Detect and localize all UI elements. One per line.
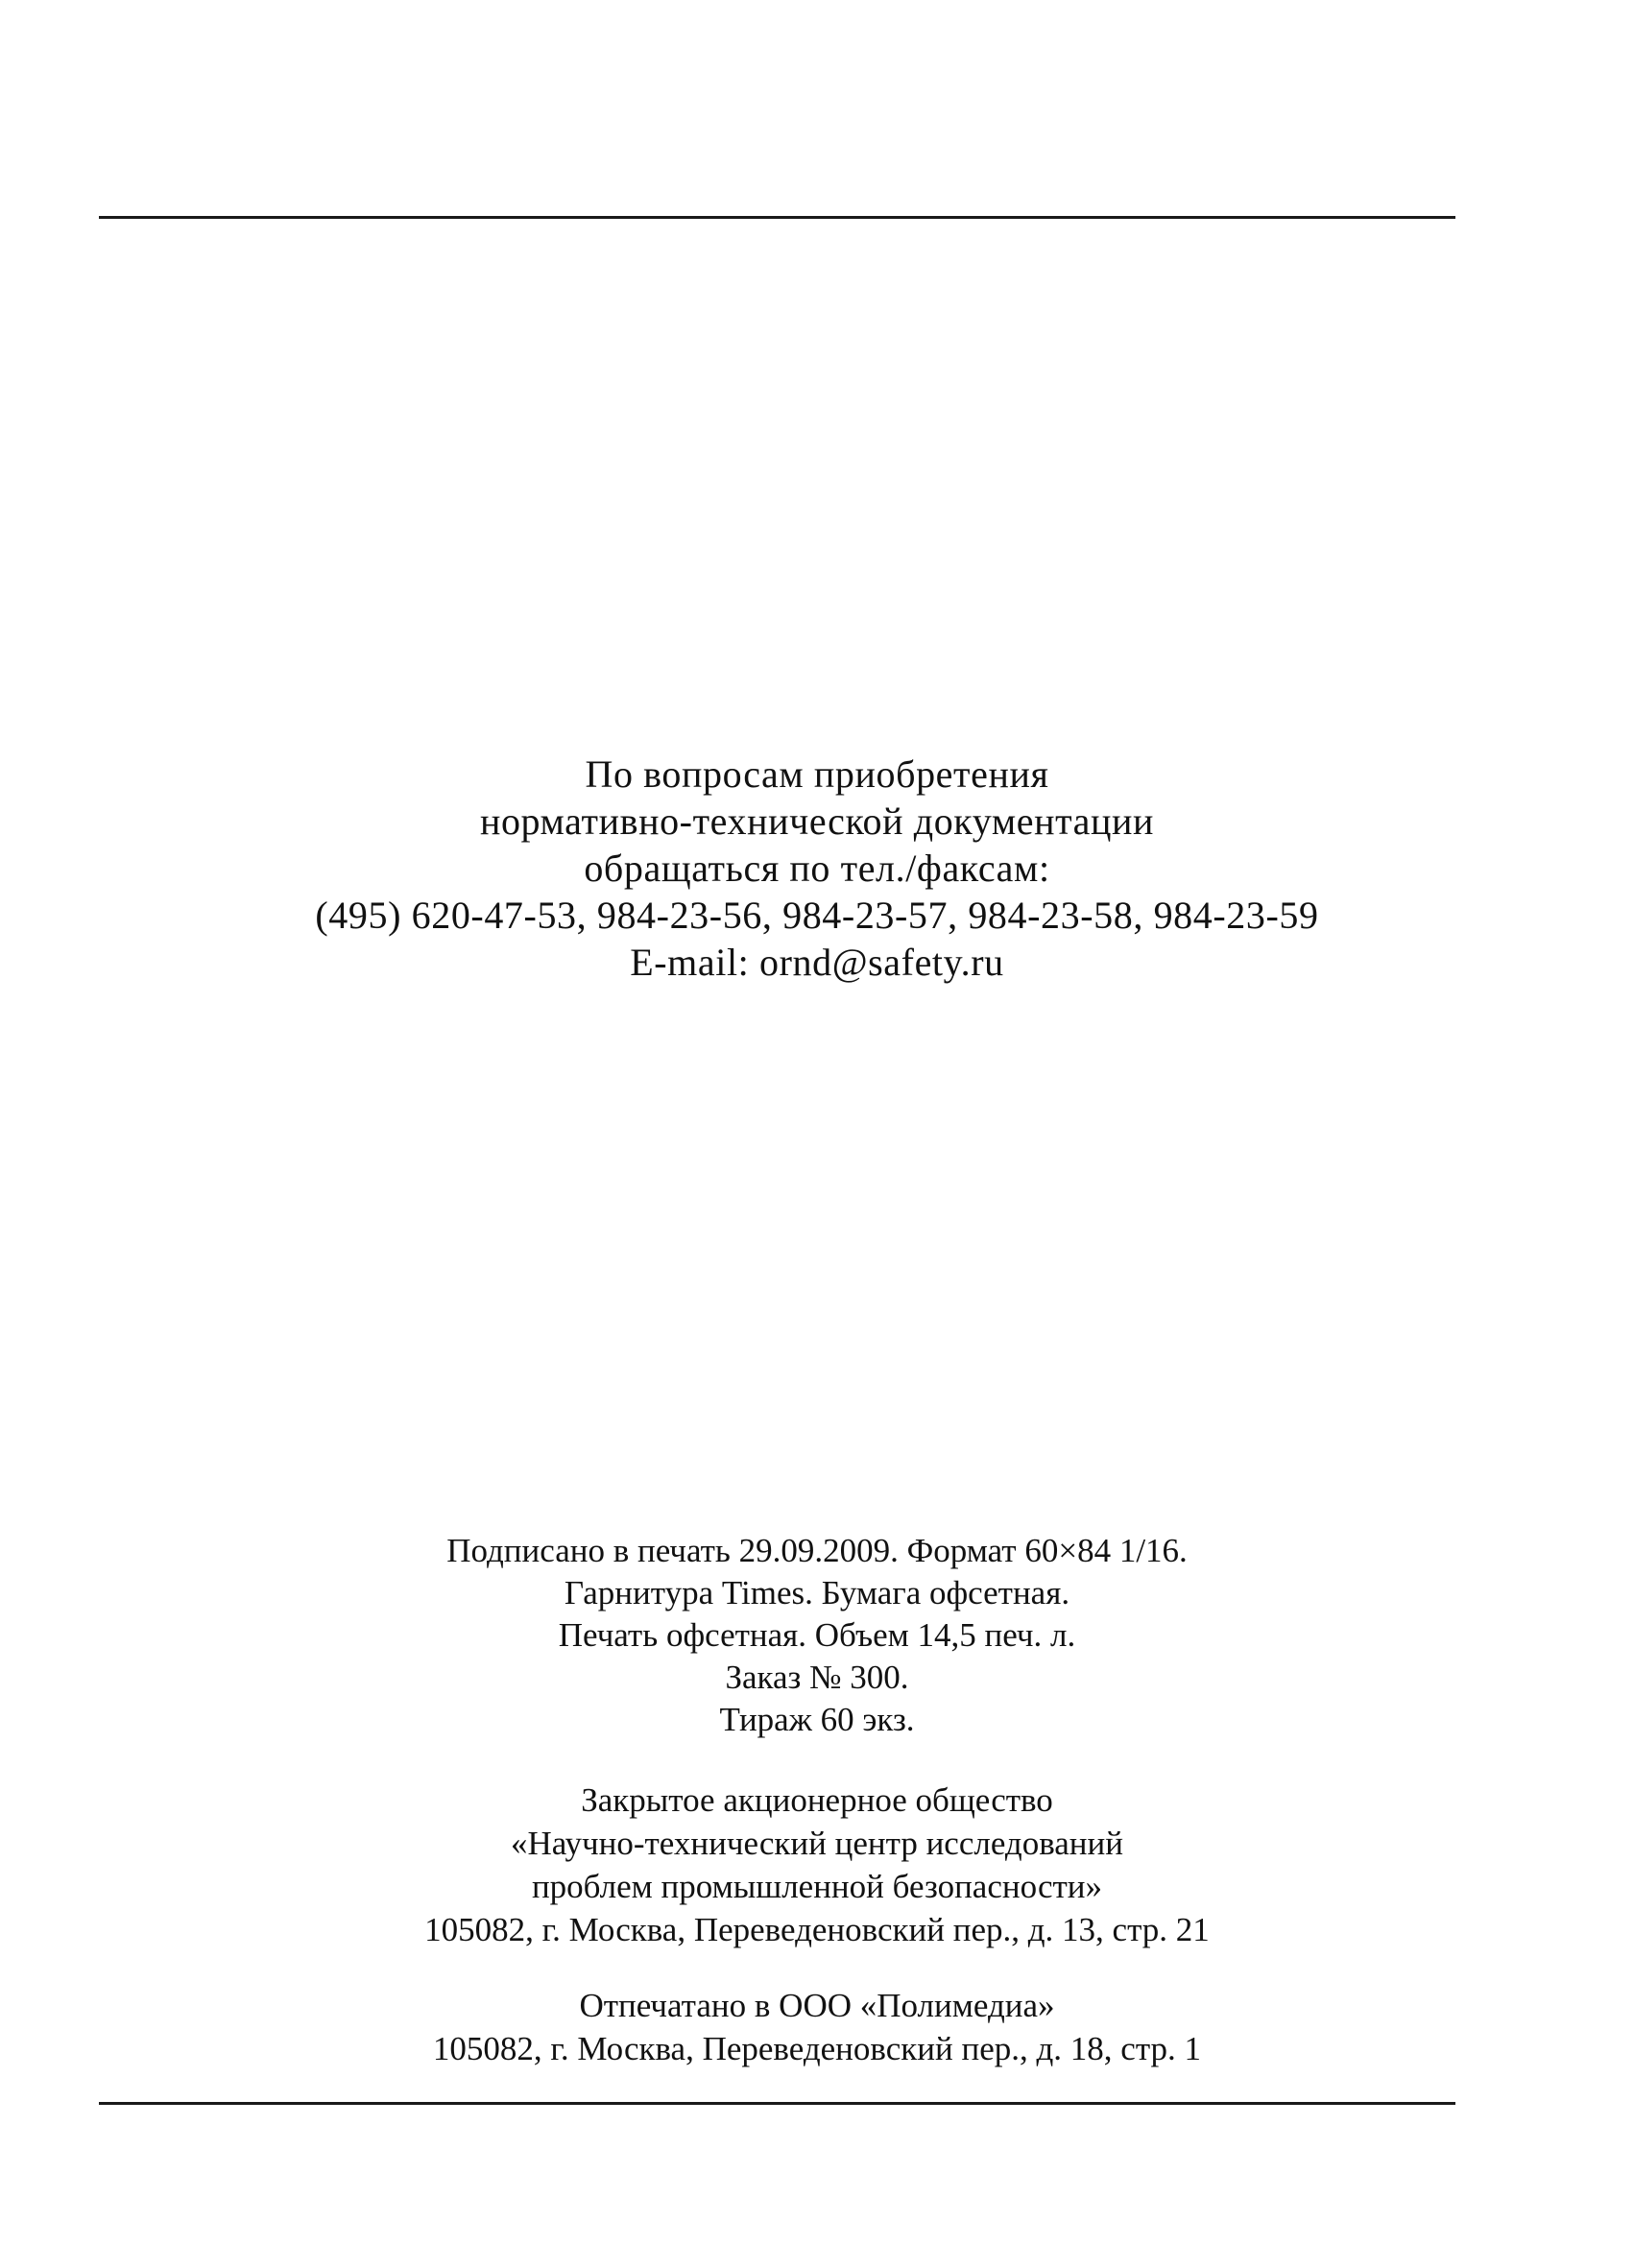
print-circulation: Тираж 60 экз. xyxy=(719,1701,915,1738)
publisher-type: Закрытое акционерное общество xyxy=(581,1781,1053,1819)
printer-name: Отпечатано в ООО «Полимедиа» xyxy=(579,1987,1055,2024)
top-rule xyxy=(99,216,1455,219)
contact-line-purchase: По вопросам приобретения xyxy=(585,752,1049,796)
publisher-name-line-1: «Научно-технический центр исследований xyxy=(510,1825,1123,1862)
publisher-name-line-2: проблем промышленной безопасности» xyxy=(531,1868,1103,1905)
contact-line-documentation: нормативно-технической документации xyxy=(479,800,1155,843)
contact-phone-numbers: (495) 620-47-53, 984-23-56, 984-23-57, 984-23-58, 984-23-59 xyxy=(315,894,1319,937)
print-info-block xyxy=(0,1530,1634,1741)
print-order-number: Заказ № 300. xyxy=(725,1659,909,1696)
print-method-volume: Печать офсетная. Объем 14,5 печ. л. xyxy=(558,1616,1076,1654)
print-signed-date-format: Подписано в печать 29.09.2009. Формат 60×84 1/16. xyxy=(446,1532,1188,1569)
printer-address: 105082, г. Москва, Переведеновский пер., д. 18, стр. 1 xyxy=(432,2030,1202,2067)
publisher-address: 105082, г. Москва, Переведеновский пер., д. 13, стр. 21 xyxy=(424,1911,1210,1948)
contact-line-phones-label: обращаться по тел./факсам: xyxy=(584,847,1050,890)
printer-block xyxy=(0,1984,1634,2070)
contact-email: E-mail: ornd@safety.ru xyxy=(630,941,1004,984)
bottom-rule xyxy=(99,2102,1455,2105)
contact-info-block xyxy=(0,751,1634,986)
print-typeface-paper: Гарнитура Times. Бумага офсетная. xyxy=(564,1574,1070,1611)
publisher-block xyxy=(0,1779,1634,1951)
